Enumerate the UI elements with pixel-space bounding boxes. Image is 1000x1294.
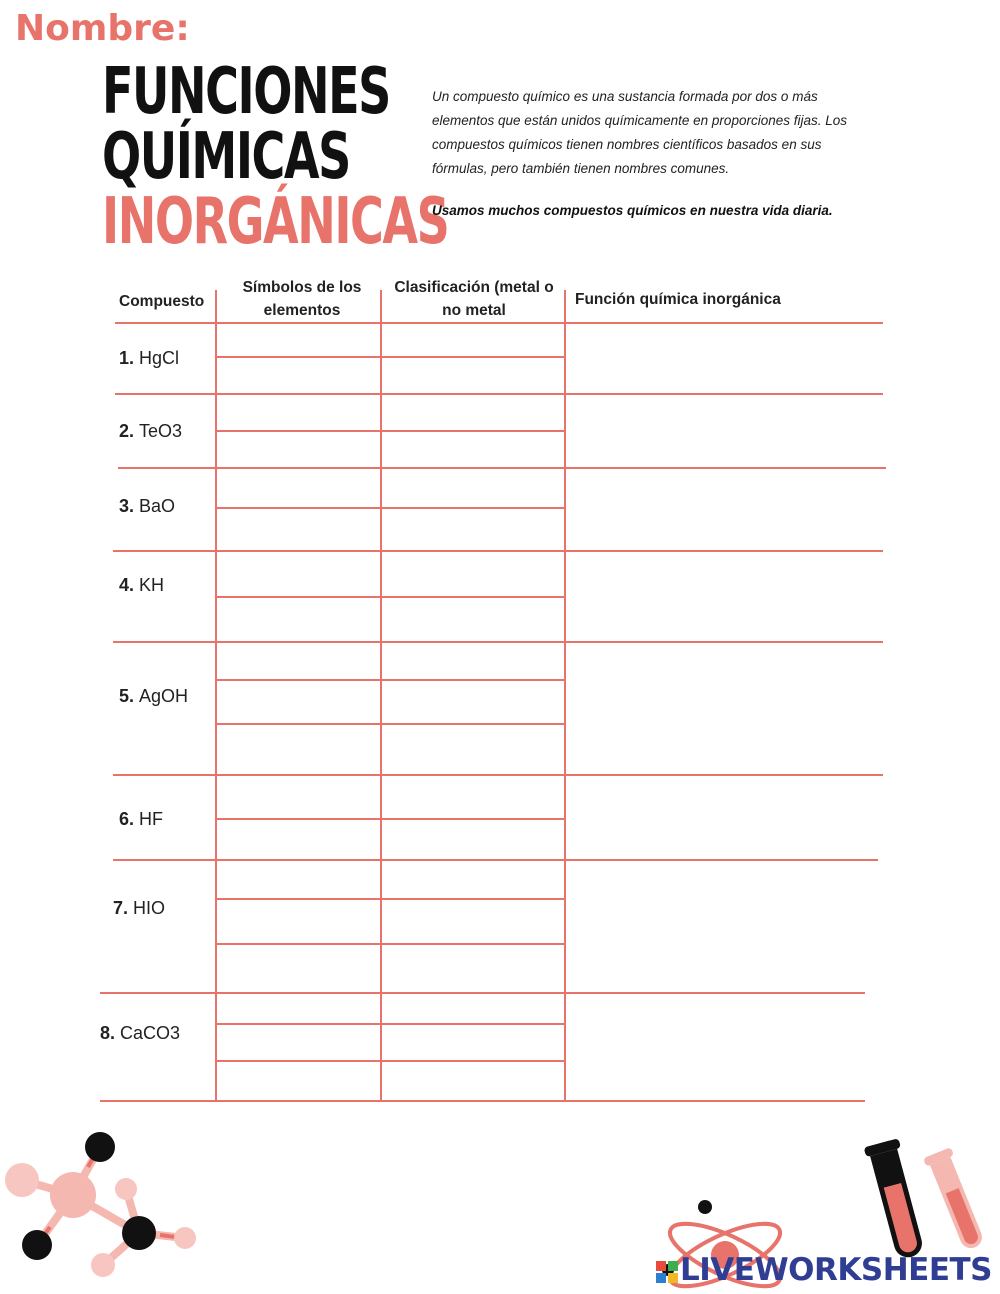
compound-formula: HIO: [133, 898, 166, 918]
header-funcion: Función química inorgánica: [575, 291, 781, 308]
compound-number: 1.: [119, 348, 135, 368]
row-separator: [115, 393, 883, 395]
answer-line[interactable]: [215, 507, 565, 509]
watermark-text: LIVEWORKSHEETS: [680, 1252, 992, 1288]
row-separator: [118, 467, 886, 469]
molecule-illustration: [0, 1125, 210, 1285]
watermark: [656, 1252, 992, 1288]
title-line-1: FUNCIONES: [102, 55, 390, 129]
compound-formula: BaO: [139, 496, 176, 516]
atom: [115, 1178, 137, 1200]
header-clasificacion: Clasificación (metal o no metal: [394, 279, 554, 319]
row-separator: [113, 641, 883, 643]
grid-vline: [380, 290, 382, 1102]
answer-line[interactable]: [215, 596, 565, 598]
test-tubes-illustration: [855, 1135, 995, 1270]
atom: [22, 1230, 52, 1260]
header-simbolos: Símbolos de los elementos: [242, 279, 362, 319]
compound-formula: AgOH: [139, 686, 189, 706]
compound-formula: HgCl: [139, 348, 180, 368]
compound-formula: KH: [139, 575, 165, 595]
compound-row: [119, 348, 179, 369]
atom: [5, 1163, 39, 1197]
answer-line[interactable]: [215, 943, 565, 945]
test-tube-dark: [864, 1138, 929, 1261]
atom: [85, 1132, 115, 1162]
answer-line[interactable]: [215, 898, 565, 900]
row-separator: [113, 550, 883, 552]
compound-number: 4.: [119, 575, 135, 595]
compound-row: [119, 809, 163, 830]
compound-row: [113, 898, 165, 919]
answer-line[interactable]: [215, 1060, 565, 1062]
row-separator: [100, 992, 865, 994]
compound-number: 6.: [119, 809, 135, 829]
answer-line[interactable]: [215, 679, 565, 681]
name-label: Nombre:: [15, 8, 190, 49]
compound-row: [119, 421, 182, 442]
atom: [50, 1172, 96, 1218]
compound-row: [119, 686, 188, 707]
atom: [122, 1216, 156, 1250]
test-tube-light: [923, 1147, 989, 1253]
answer-line[interactable]: [215, 818, 565, 820]
compound-number: 5.: [119, 686, 135, 706]
compound-row: [119, 496, 175, 517]
electron: [698, 1200, 712, 1214]
row-separator: [100, 1100, 865, 1102]
compound-number: 7.: [113, 898, 129, 918]
header-compuesto: Compuesto: [119, 293, 205, 310]
grid-vline: [215, 290, 217, 1102]
compound-number: 2.: [119, 421, 135, 441]
compound-formula: CaCO3: [120, 1023, 181, 1043]
intro-bold-line: Usamos muchos compuestos químicos en nuestra vida diaria.: [432, 203, 833, 218]
atom: [174, 1227, 196, 1249]
answer-line[interactable]: [215, 430, 565, 432]
compound-number: 8.: [100, 1023, 116, 1043]
compound-row: [119, 575, 164, 596]
answer-line[interactable]: [215, 1023, 565, 1025]
row-separator: [113, 774, 883, 776]
intro-paragraph: Un compuesto químico es una sustancia formada por dos o más elementos que están unidos químicamente en proporciones fijas. Los compuestos químicos tienen nombres científicos basados en sus fórmulas, pero también tienen nombres comunes.: [432, 89, 847, 176]
title-line-2: QUÍMICAS: [102, 120, 350, 194]
row-separator: [113, 859, 878, 861]
grid-vline: [564, 290, 566, 1102]
compound-number: 3.: [119, 496, 135, 516]
row-separator: [115, 322, 883, 324]
compound-row: [100, 1023, 180, 1044]
atom: [91, 1253, 115, 1277]
answer-line[interactable]: [215, 356, 565, 358]
compound-formula: TeO3: [139, 421, 183, 441]
compound-formula: HF: [139, 809, 164, 829]
liveworksheets-logo-icon: [656, 1261, 678, 1283]
answer-line[interactable]: [215, 723, 565, 725]
title-line-3: INORGÁNICAS: [102, 185, 449, 259]
